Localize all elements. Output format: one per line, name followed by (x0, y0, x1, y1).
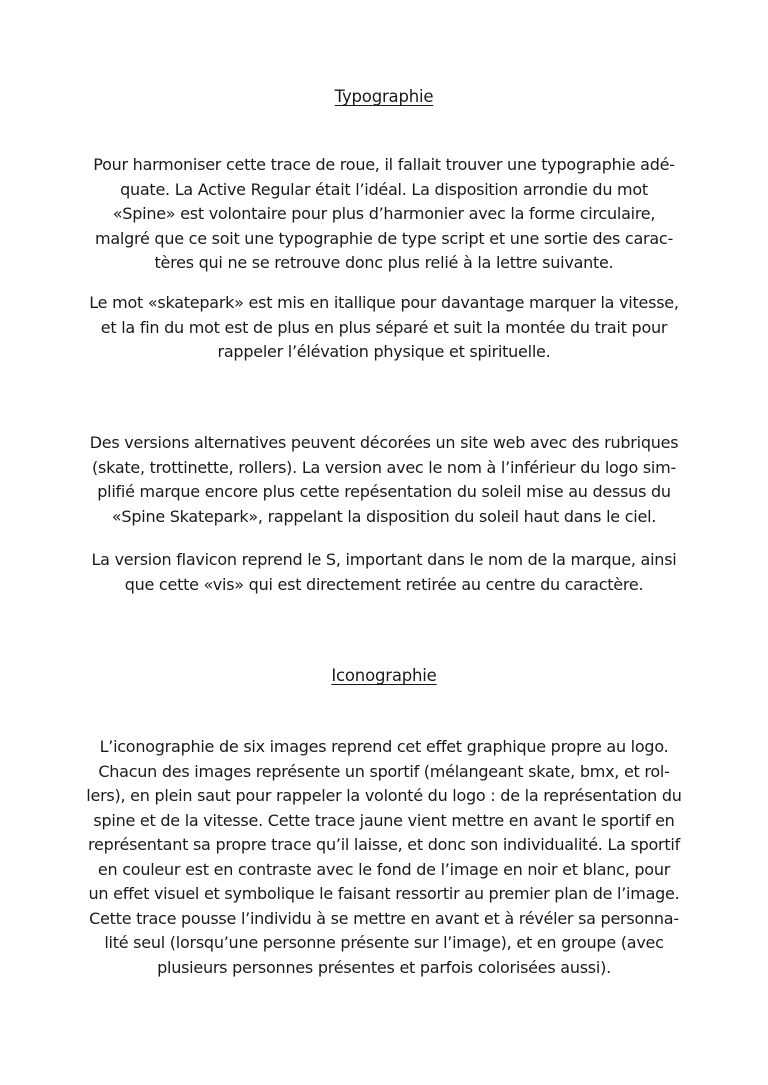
text-line: L’iconographie de six images reprend cet effet graphique propre au logo. (99, 737, 669, 756)
paragraph-skatepark-italic (64, 291, 704, 365)
text-line: un effet visuel et symbolique le faisant ressortir au premier plan de l’image. (88, 884, 680, 903)
paragraph-iconography (64, 735, 704, 980)
paragraph-typography-intro (64, 153, 704, 276)
text-line: Chacun des images représente un sportif (mélangeant skate, bmx, et rol- (98, 761, 670, 781)
text-line: lité seul (lorsqu’une personne présente sur l’image), et en groupe (avec (104, 933, 664, 952)
text-line: spine et de la vitesse. Cette trace jaune vient mettre en avant le sportif en (93, 810, 675, 830)
text-line: (skate, trottinette, rollers). La version avec le nom à l’inférieur du logo sim- (92, 457, 676, 477)
section-heading-iconographie (0, 665, 768, 687)
text-line: Des versions alternatives peuvent décorées un site web avec des rubriques (89, 433, 679, 452)
text-line: «Spine Skatepark», rappelant la disposition du soleil haut dans le ciel. (111, 506, 657, 526)
text-line: que cette «vis» qui est directement retirée au centre du caractère. (124, 574, 644, 594)
text-line: en couleur est en contraste avec le fond de l’image en noir et blanc, pour (97, 859, 671, 879)
text-line: tères qui ne se retrouve donc plus relié à la lettre suivante. (154, 253, 614, 272)
text-line: Pour harmoniser cette trace de roue, il fallait trouver une typographie adé- (93, 155, 675, 174)
section-heading-text: Typographie (334, 87, 434, 106)
paragraph-favicon-version (64, 548, 704, 597)
paragraph-alternative-versions (64, 431, 704, 529)
text-line: Le mot «skatepark» est mis en itallique pour davantage marquer la vitesse, (89, 293, 679, 312)
text-line: malgré que ce soit une typographie de type script et une sortie des carac- (95, 228, 673, 248)
section-heading-text: Iconographie (331, 666, 437, 685)
text-line: et la fin du mot est de plus en plus séparé et suit la montée du trait pour (100, 317, 668, 337)
text-line: représentant sa propre trace qu’il laisse, et donc son individualité. La sportif (88, 835, 680, 854)
text-line: rappeler l’élévation physique et spirituelle. (217, 342, 551, 361)
text-line: plusieurs personnes présentes et parfois colorisées aussi). (157, 957, 611, 977)
text-line: «Spine» est volontaire pour plus d’harmonier avec la forme circulaire, (112, 204, 656, 223)
section-heading-typographie (0, 86, 768, 108)
text-line: Cette trace pousse l’individu à se mettre en avant et à révéler sa personna- (89, 908, 679, 928)
text-line: plifié marque encore plus cette repésentation du soleil mise au dessus du (97, 482, 671, 501)
text-line: quate. La Active Regular était l’idéal. La disposition arrondie du mot (120, 179, 648, 199)
text-line: La version flavicon reprend le S, important dans le nom de la marque, ainsi (91, 550, 677, 569)
text-line: lers), en plein saut pour rappeler la volonté du logo : de la représentation du (86, 786, 682, 805)
